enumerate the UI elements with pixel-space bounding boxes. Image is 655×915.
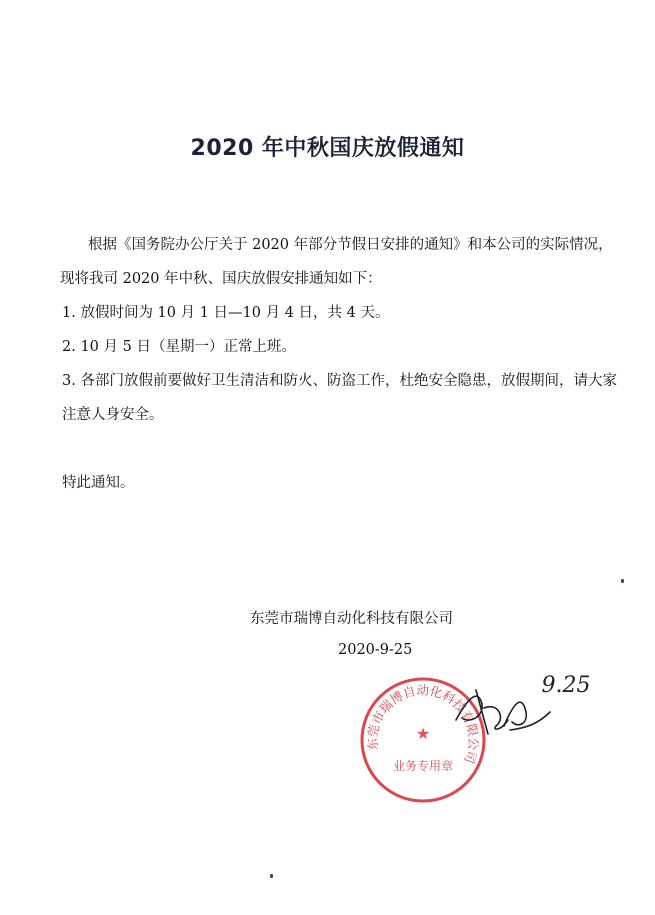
- list-item: 2. 10 月 5 日（星期一）正常上班。: [62, 339, 296, 355]
- seal-star-icon: ★: [415, 724, 431, 743]
- signature-date: 9.25: [541, 673, 591, 698]
- seal-center-text: 业务专用章: [392, 759, 454, 773]
- scan-speck: [270, 874, 273, 878]
- document-date: 2020-9-25: [338, 642, 413, 658]
- scan-speck: [621, 579, 624, 583]
- closing-text: 特此通知。: [62, 475, 135, 491]
- document-title: 2020 年中秋国庆放假通知: [190, 136, 465, 161]
- seal-ring-text: 东莞市瑞博自动化科技有限公司: [364, 682, 482, 766]
- handwritten-signature: [448, 668, 598, 748]
- intro-paragraph: 根据《国务院办公厅关于 2020 年部分节假日安排的通知》和本公司的实际情况，现将我司 2020 年中秋、国庆放假安排通知如下：: [60, 237, 613, 287]
- company-name: 东莞市瑞博自动化科技有限公司: [250, 611, 453, 627]
- list-item: 3. 各部门放假前要做好卫生清洁和防火、防盗工作，杜绝安全隐患，放假期间，请大家注意人身安全。: [62, 373, 617, 423]
- list-item: 1. 放假时间为 10 月 1 日—10 月 4 日，共 4 天。: [62, 305, 390, 321]
